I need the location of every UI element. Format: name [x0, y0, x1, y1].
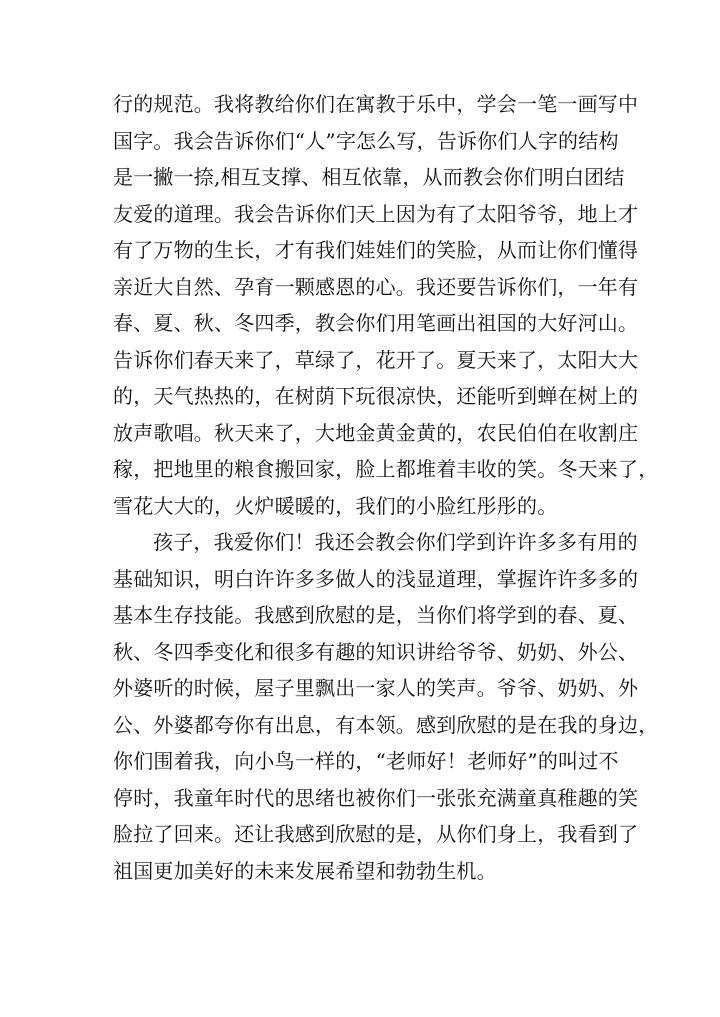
- text-line: 友爱的道理。我会告诉你们天上因为有了太阳爷爷，地上才: [113, 201, 639, 226]
- text-line: 告诉你们春天来了，草绿了，花开了。夏天来了，太阳大大: [113, 347, 639, 372]
- text-line: 公、外婆都夸你有出息，有本领。感到欣慰的是在我的身边，: [113, 712, 659, 737]
- text-line: 外婆听的时候，屋子里飘出一家人的笑声。爷爷、奶奶、外: [113, 676, 639, 700]
- text-line: 的，天气热热的，在树荫下玩很凉快，还能听到蝉在树上的: [113, 384, 639, 408]
- text-line: 雪花大大的，火炉暖暖的，我们的小脸红彤彤的。: [113, 493, 558, 518]
- text-line: 是一撇一捺,相互支撑、相互依靠，从而教会你们明白团结: [113, 165, 625, 189]
- text-line: 国字。我会告诉你们“人”字怎么写，告诉你们人字的结构: [113, 128, 619, 153]
- text-line: 脸拉了回来。还让我感到欣慰的是，从你们身上，我看到了: [113, 822, 639, 846]
- text-line: 春、夏、秋、冬四季，教会你们用笔画出祖国的大好河山。: [113, 311, 639, 335]
- text-line: 基础知识，明白许许多多做人的浅显道理，掌握许许多多的: [113, 566, 639, 591]
- body-text: [113, 86, 659, 889]
- text-line: 稼，把地里的粮食搬回家，脸上都堆着丰收的笑。冬天来了，: [113, 457, 659, 481]
- text-line: 停时，我童年时代的思绪也被你们一张张充满童真稚趣的笑: [113, 785, 639, 810]
- text-line: 秋、冬四季变化和很多有趣的知识讲给爷爷、奶奶、外公、: [113, 639, 639, 664]
- text-line: 亲近大自然、孕育一颗感恩的心。我还要告诉你们，一年有: [113, 274, 639, 299]
- text-line: 你们围着我，向小鸟一样的，“老师好！老师好”的叫过不: [113, 749, 619, 773]
- text-line: 有了万物的生长，才有我们娃娃们的笑脸，从而让你们懂得: [113, 238, 639, 262]
- text-line: 祖国更加美好的未来发展希望和勃勃生机。: [113, 858, 497, 883]
- text-line: 行的规范。我将教给你们在寓教于乐中，学会一笔一画写中: [113, 92, 639, 116]
- text-line: 基本生存技能。我感到欣慰的是，当你们将学到的春、夏、: [113, 603, 639, 627]
- text-line: 放声歌唱。秋天来了，大地金黄金黄的，农民伯伯在收割庄: [113, 420, 639, 445]
- paragraph-start-line: 孩子，我爱你们！我还会教会你们学到许许多多有用的: [153, 530, 638, 554]
